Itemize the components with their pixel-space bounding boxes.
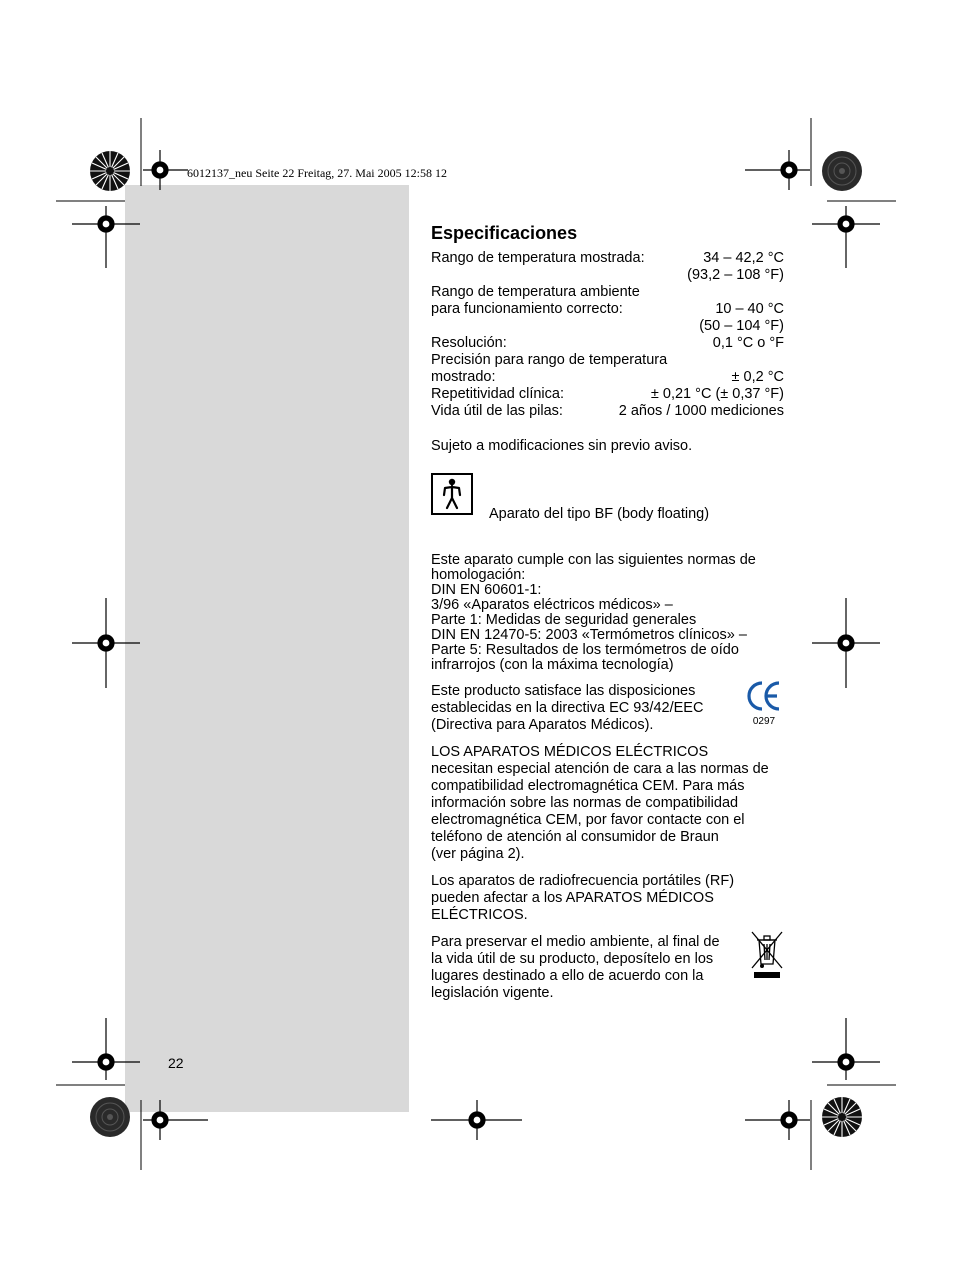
- spec-value: 34 – 42,2 °C: [703, 250, 784, 266]
- print-slug: 6012137_neu Seite 22 Freitag, 27. Mai 2005 12:58 12: [187, 166, 447, 180]
- page-number: 22: [168, 1055, 184, 1071]
- emc-line: compatibilidad electromagnética CEM. Para más: [431, 778, 745, 794]
- environment-text: [431, 934, 720, 1002]
- emc-line: electromagnética CEM, por favor contacte con el: [431, 812, 745, 828]
- norms-paragraph: [431, 553, 784, 673]
- spec-label: mostrado:: [431, 369, 496, 385]
- rf-line: pueden afectar a los APARATOS MÉDICOS: [431, 890, 714, 906]
- registration-mark-left-middle: [72, 598, 140, 688]
- notice-text: Sujeto a modificaciones sin previo aviso.: [431, 438, 693, 454]
- registration-mark-bottom-center: [431, 1100, 522, 1140]
- spec-row-ambient-range: [431, 301, 784, 318]
- spec-label: Rango de temperatura ambiente: [431, 284, 640, 300]
- ce-line: Este producto satisface las disposiciones: [431, 683, 696, 699]
- spec-row-repeatability: [431, 386, 784, 403]
- registration-mark-tl: [143, 150, 188, 190]
- bf-caption: Aparato del tipo BF (body floating): [489, 506, 710, 522]
- spec-value: 10 – 40 °C: [715, 301, 784, 317]
- environment-line: la vida útil de su producto, deposítelo en los: [431, 951, 714, 967]
- emc-line: LOS APARATOS MÉDICOS ELÉCTRICOS: [431, 744, 709, 760]
- spec-value: ± 0,21 °C (± 0,37 °F): [650, 386, 784, 402]
- environment-line: Para preservar el medio ambiente, al final de: [431, 934, 720, 950]
- spec-value: 0,1 °C o °F: [712, 335, 784, 351]
- spec-label: Repetitividad clínica:: [431, 386, 564, 402]
- rf-paragraph: [431, 873, 784, 924]
- ce-line: (Directiva para Aparatos Médicos).: [431, 717, 654, 733]
- registration-mark-left-bottom: [72, 1018, 140, 1080]
- spec-label: Rango de temperatura mostrada:: [431, 250, 645, 266]
- ce-text: [431, 683, 703, 734]
- rf-line: Los aparatos de radiofrecuencia portátiles (RF): [431, 873, 735, 889]
- spec-value-secondary: (50 – 104 °F): [699, 318, 784, 334]
- registration-mark-br: [745, 1100, 810, 1140]
- spec-label: Vida útil de las pilas:: [431, 403, 563, 419]
- spec-row-resolution: [431, 335, 784, 352]
- spec-row-battery-life: [431, 403, 784, 420]
- norms-line: DIN EN 12470-5: 2003 «Termómetros clínicos» –: [431, 627, 747, 643]
- emc-line: (ver página 2).: [431, 846, 525, 862]
- norms-line: homologación:: [431, 567, 526, 583]
- spec-row-accuracy: [431, 369, 784, 386]
- spec-value: 2 años / 1000 mediciones: [618, 403, 784, 419]
- registration-mark-right-bottom: [812, 1018, 880, 1080]
- norms-line: Parte 5: Resultados de los termómetros de oído: [431, 642, 739, 658]
- spec-value-secondary: (93,2 – 108 °F): [687, 267, 784, 283]
- norms-line: Parte 1: Medidas de seguridad generales: [431, 612, 697, 628]
- specifications-column: [431, 222, 784, 1002]
- rf-line: ELÉCTRICOS.: [431, 907, 528, 923]
- crossed-out-bin-icon: [750, 930, 784, 980]
- registration-mark-tr: [745, 150, 810, 190]
- environment-line: lugares destinado a ello de acuerdo con la: [431, 968, 704, 984]
- ce-paragraph: [431, 683, 784, 734]
- body-floating-person-icon: [431, 473, 473, 515]
- bf-type-block: [431, 473, 784, 529]
- dotted-target-bl: [90, 1097, 130, 1137]
- emc-paragraph: [431, 744, 784, 863]
- section-heading: Especificaciones: [431, 223, 578, 243]
- spec-label: Precisión para rango de temperatura: [431, 352, 668, 368]
- registration-mark-left-top: [72, 206, 140, 268]
- spec-value: ± 0,2 °C: [731, 369, 784, 385]
- norms-line: infrarrojos (con la máxima tecnología): [431, 657, 674, 673]
- spec-label: Resolución:: [431, 335, 507, 351]
- starburst-target-br: [822, 1097, 862, 1137]
- norms-line: DIN EN 60601-1:: [431, 582, 542, 598]
- environment-paragraph: [431, 934, 784, 1002]
- ce-notified-body-code: 0297: [752, 716, 776, 727]
- registration-mark-right-middle: [812, 598, 880, 688]
- ce-mark-icon: [746, 679, 782, 713]
- environment-line: legislación vigente.: [431, 985, 554, 1001]
- ce-mark: [744, 679, 784, 728]
- emc-line: información sobre las normas de compatibilidad: [431, 795, 739, 811]
- spec-row-display-range: [431, 250, 784, 267]
- norms-line: 3/96 «Aparatos eléctricos médicos» –: [431, 597, 673, 613]
- spec-label: para funcionamiento correcto:: [431, 301, 623, 317]
- ce-line: establecidas en la directiva EC 93/42/EEC: [431, 700, 704, 716]
- emc-line: teléfono de atención al consumidor de Braun: [431, 829, 719, 845]
- starburst-target-tl: [90, 151, 130, 191]
- norms-line: Este aparato cumple con las siguientes normas de: [431, 552, 756, 568]
- registration-mark-right-top: [812, 206, 880, 268]
- registration-mark-bl: [143, 1100, 208, 1140]
- dotted-target-tr: [822, 151, 862, 191]
- emc-line: necesitan especial atención de cara a las normas de: [431, 761, 769, 777]
